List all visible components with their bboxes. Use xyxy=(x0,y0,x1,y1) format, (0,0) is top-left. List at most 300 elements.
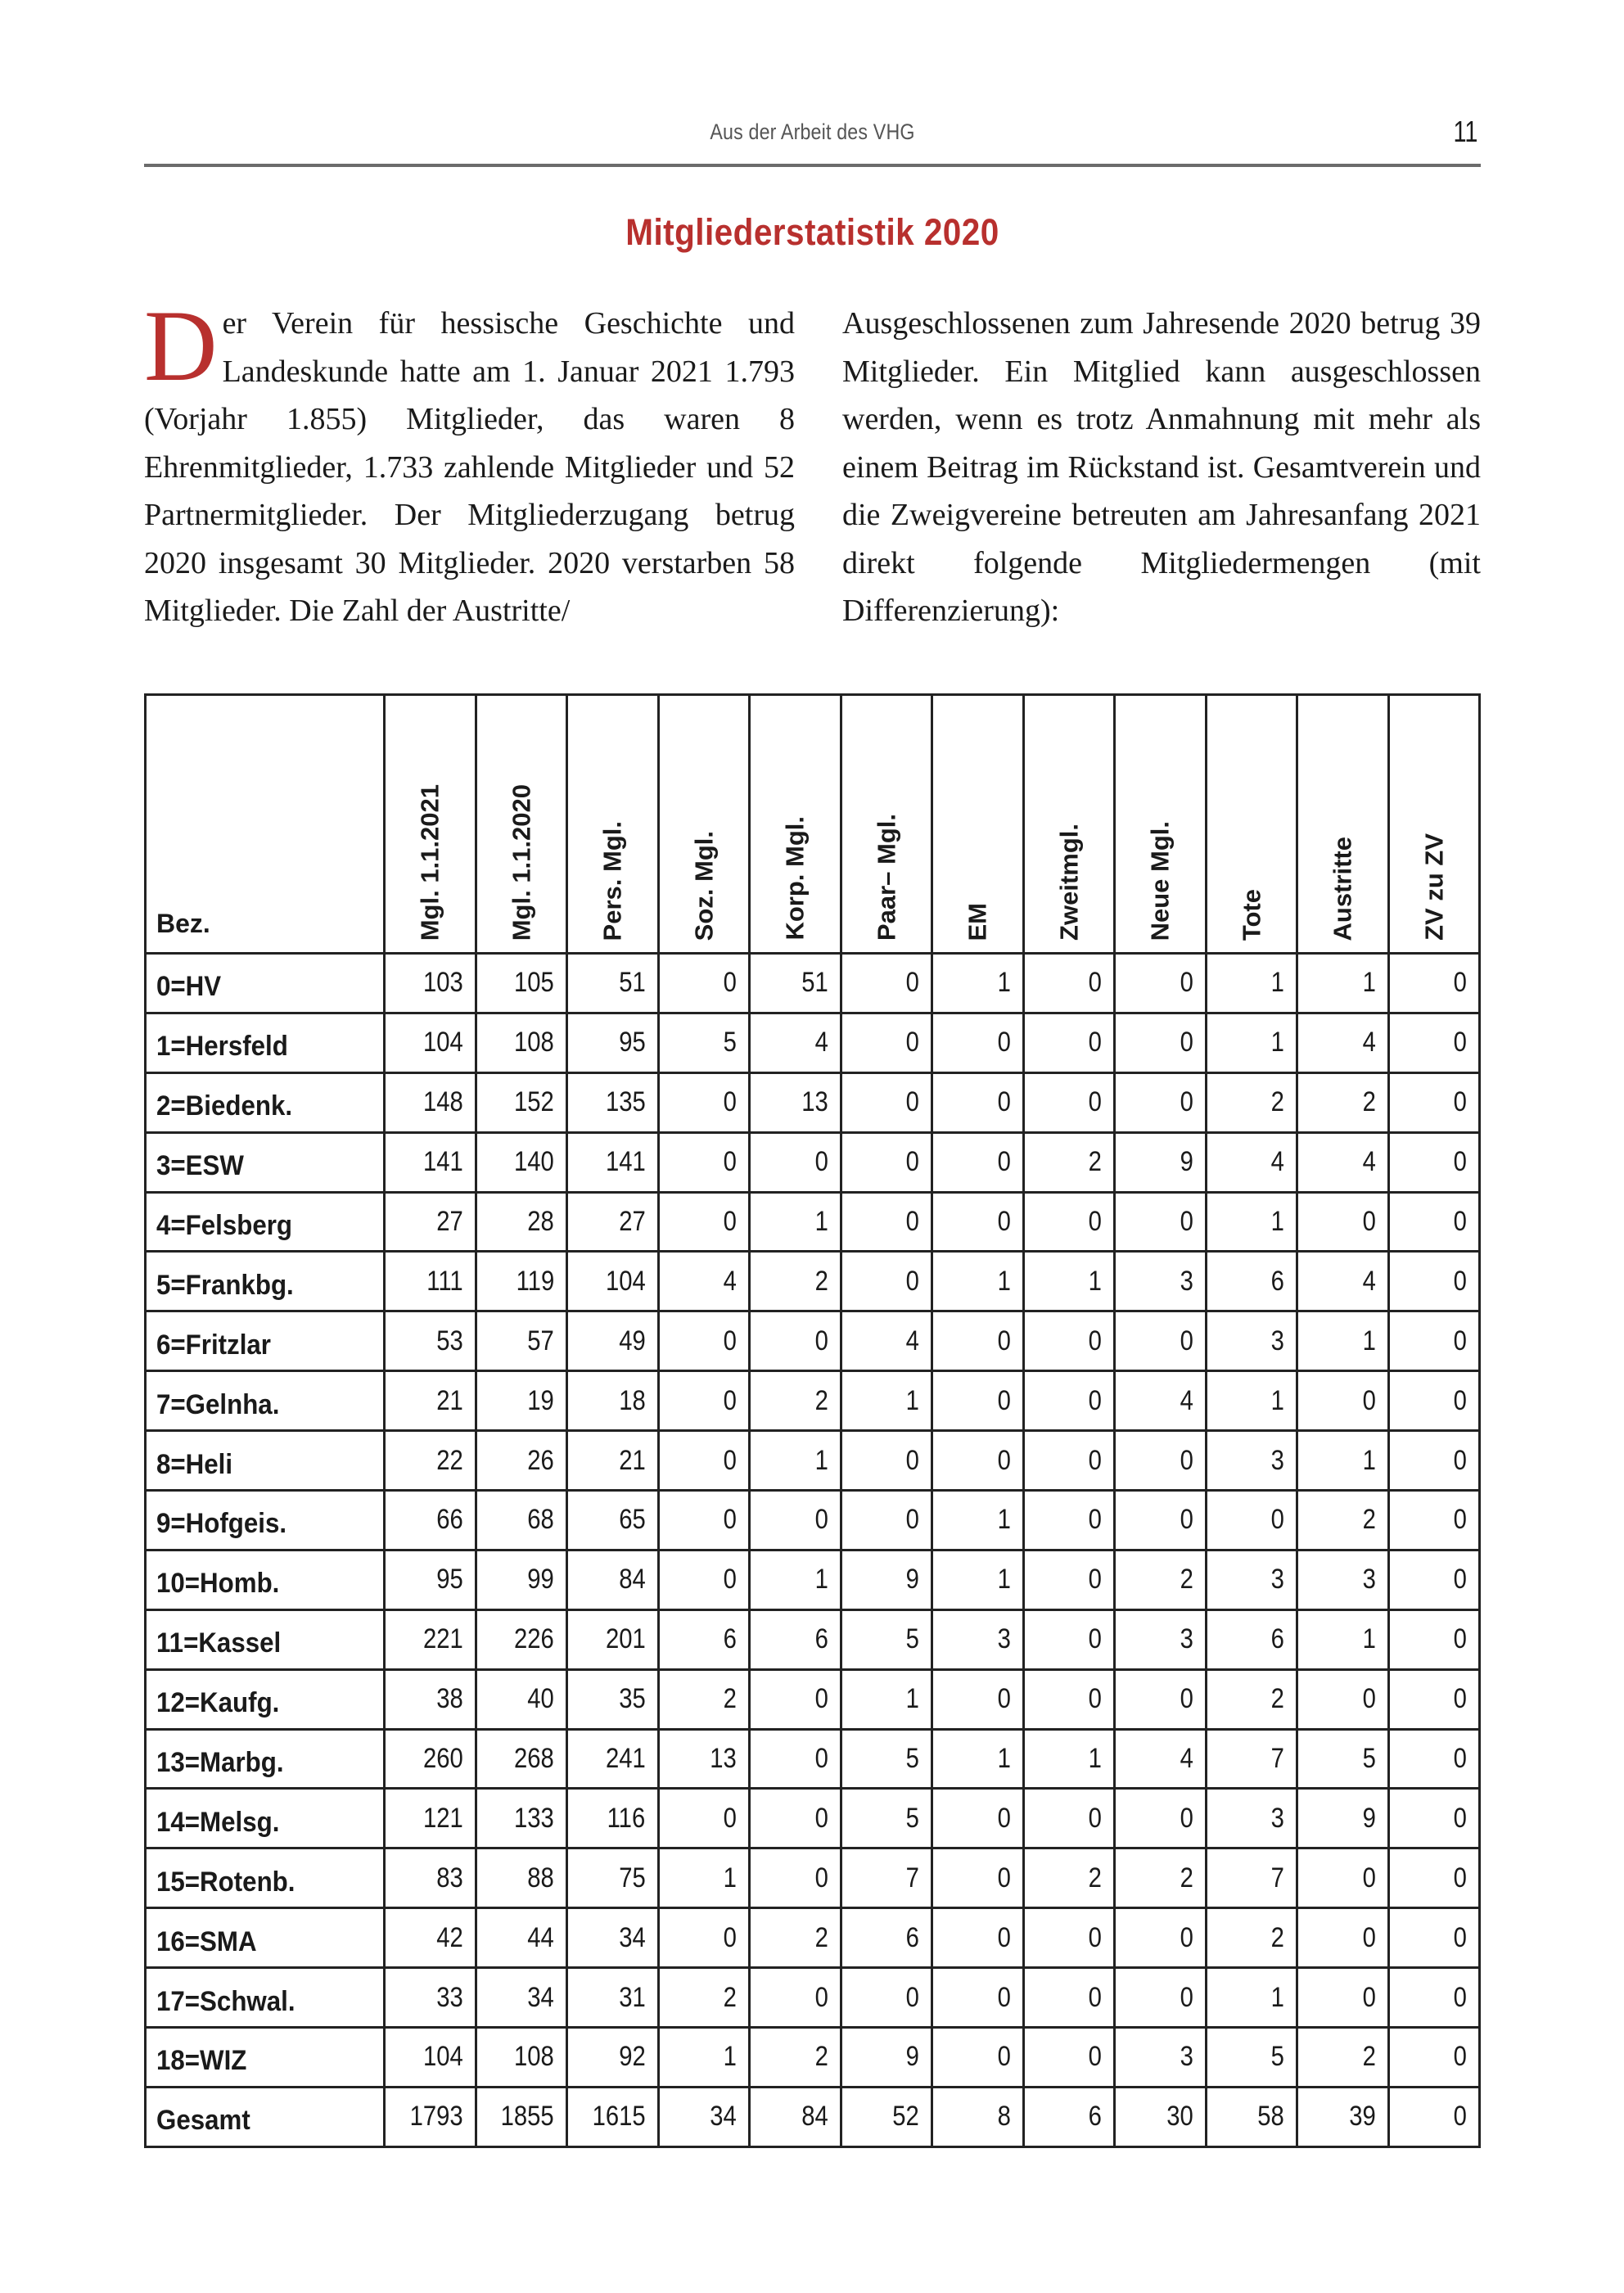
cell-value: 140 xyxy=(514,1146,554,1178)
cell-value: 5 xyxy=(1270,2041,1284,2073)
value-cell xyxy=(750,1669,841,1729)
value-cell xyxy=(567,1491,659,1550)
cell-value: 0 xyxy=(1088,1206,1102,1237)
value-cell xyxy=(1206,1491,1297,1550)
cell-value: 111 xyxy=(426,1265,463,1297)
cell-value: 3 xyxy=(1270,1802,1284,1834)
value-cell xyxy=(1297,1609,1389,1669)
value-cell xyxy=(476,954,567,1013)
value-cell xyxy=(841,1789,932,1848)
table-row xyxy=(146,1968,1480,2028)
district-name-cell xyxy=(146,1132,385,1192)
value-cell xyxy=(932,1132,1024,1192)
value-cell xyxy=(1023,1789,1115,1848)
cell-value: 0 xyxy=(1088,1802,1102,1834)
district-name-cell xyxy=(146,954,385,1013)
cell-value: 104 xyxy=(605,1265,646,1297)
value-cell xyxy=(567,1192,659,1252)
cell-value: 6 xyxy=(1270,1623,1284,1655)
cell-value: 226 xyxy=(514,1623,554,1655)
value-cell xyxy=(1206,1848,1297,1908)
cell-value: 2 xyxy=(1180,1862,1193,1894)
value-cell xyxy=(750,1072,841,1132)
cell-value: 0 xyxy=(1180,967,1193,999)
intro-left-column xyxy=(144,290,795,635)
cell-value: 0 xyxy=(1453,1564,1467,1596)
value-cell xyxy=(1023,1192,1115,1252)
value-cell xyxy=(1206,1072,1297,1132)
value-cell xyxy=(658,1848,750,1908)
value-cell xyxy=(385,1431,476,1491)
district-name-cell xyxy=(146,1252,385,1311)
value-cell xyxy=(1115,1609,1207,1669)
value-cell xyxy=(1388,1848,1480,1908)
value-cell xyxy=(1388,1192,1480,1252)
value-cell xyxy=(841,1192,932,1252)
value-cell xyxy=(750,1431,841,1491)
value-cell xyxy=(567,1132,659,1192)
value-cell xyxy=(750,1968,841,2028)
value-cell xyxy=(658,2087,750,2146)
value-cell xyxy=(567,1908,659,1968)
value-cell xyxy=(385,1013,476,1072)
cell-value: 27 xyxy=(618,1206,646,1237)
cell-value: 6 xyxy=(814,1623,828,1655)
cell-value: 39 xyxy=(1348,2101,1376,2133)
cell-value: 0 xyxy=(1088,1086,1102,1118)
table-header-row xyxy=(146,695,1480,954)
cell-value: 1 xyxy=(723,2041,737,2073)
value-cell xyxy=(658,954,750,1013)
district-name-cell xyxy=(146,1908,385,1968)
cell-value: 0 xyxy=(1088,2041,1102,2073)
value-cell xyxy=(385,1371,476,1431)
value-cell xyxy=(1206,1729,1297,1789)
district-name-cell xyxy=(146,1550,385,1609)
cell-value: 141 xyxy=(605,1146,646,1178)
cell-value: 0 xyxy=(1180,1921,1193,1953)
value-cell xyxy=(658,1609,750,1669)
value-cell xyxy=(1297,1252,1389,1311)
cell-value: 34 xyxy=(618,1921,646,1953)
value-cell xyxy=(1115,1908,1207,1968)
column-header-korp-mgl: Korp. Mgl. xyxy=(750,695,841,954)
cell-value: 1 xyxy=(997,1265,1011,1297)
district-name: 11=Kassel xyxy=(156,1627,282,1659)
value-cell xyxy=(1388,1252,1480,1311)
cell-value: 13 xyxy=(710,1743,737,1775)
value-cell xyxy=(1023,1669,1115,1729)
value-cell xyxy=(385,1848,476,1908)
value-cell xyxy=(385,1491,476,1550)
value-cell xyxy=(1297,1491,1389,1550)
value-cell xyxy=(841,1669,932,1729)
value-cell xyxy=(567,1431,659,1491)
cell-value: 0 xyxy=(1362,1981,1376,2013)
cell-value: 1 xyxy=(1088,1265,1102,1297)
cell-value: 1 xyxy=(997,1504,1011,1536)
value-cell xyxy=(567,1789,659,1848)
value-cell xyxy=(567,1371,659,1431)
cell-value: 2 xyxy=(723,1683,737,1715)
value-cell xyxy=(1115,2028,1207,2088)
cell-value: 4 xyxy=(1180,1743,1193,1775)
column-header-soz-mgl: Soz. Mgl. xyxy=(658,695,750,954)
cell-value: 0 xyxy=(1180,1683,1193,1715)
column-header-pers-mgl: Pers. Mgl. xyxy=(567,695,659,954)
cell-value: 108 xyxy=(514,1027,554,1058)
value-cell xyxy=(1023,2028,1115,2088)
value-cell xyxy=(1388,1908,1480,1968)
column-header-zweitmgl: Zweitmgl. xyxy=(1023,695,1115,954)
cell-value: 0 xyxy=(814,1981,828,2013)
cell-value: 0 xyxy=(905,1146,919,1178)
cell-value: 9 xyxy=(1180,1146,1193,1178)
intro-right-column xyxy=(842,300,1481,635)
district-name: 16=SMA xyxy=(156,1925,257,1957)
value-cell xyxy=(750,1491,841,1550)
cell-value: 105 xyxy=(514,967,554,999)
cell-value: 4 xyxy=(814,1027,828,1058)
district-name-cell xyxy=(146,1013,385,1072)
cell-value: 0 xyxy=(997,1444,1011,1476)
value-cell xyxy=(841,954,932,1013)
value-cell xyxy=(932,1729,1024,1789)
value-cell xyxy=(1023,1013,1115,1072)
cell-value: 0 xyxy=(997,1206,1011,1237)
value-cell xyxy=(1023,1252,1115,1311)
value-cell xyxy=(841,1908,932,1968)
cell-value: 4 xyxy=(1362,1265,1376,1297)
district-name-cell xyxy=(146,1848,385,1908)
cell-value: 0 xyxy=(1453,1444,1467,1476)
value-cell xyxy=(1023,2087,1115,2146)
value-cell xyxy=(385,1252,476,1311)
value-cell xyxy=(658,1550,750,1609)
cell-value: 1 xyxy=(723,1862,737,1894)
value-cell xyxy=(476,1192,567,1252)
cell-value: 3 xyxy=(1180,1623,1193,1655)
cell-value: 6 xyxy=(905,1921,919,1953)
cell-value: 0 xyxy=(1453,2041,1467,2073)
district-name: 3=ESW xyxy=(156,1150,244,1182)
value-cell xyxy=(476,1072,567,1132)
cell-value: 9 xyxy=(1362,1802,1376,1834)
cell-value: 9 xyxy=(905,1564,919,1596)
cell-value: 1855 xyxy=(500,2101,554,2133)
value-cell xyxy=(1206,1431,1297,1491)
cell-value: 75 xyxy=(618,1862,646,1894)
cell-value: 99 xyxy=(527,1564,554,1596)
value-cell xyxy=(1206,1908,1297,1968)
value-cell xyxy=(841,1431,932,1491)
table-row xyxy=(146,1252,1480,1311)
cell-value: 7 xyxy=(905,1862,919,1894)
value-cell xyxy=(1297,1848,1389,1908)
cell-value: 0 xyxy=(723,1802,737,1834)
cell-value: 0 xyxy=(814,1504,828,1536)
table-total-row xyxy=(146,2087,1480,2146)
cell-value: 66 xyxy=(435,1504,463,1536)
district-name: 12=Kaufg. xyxy=(156,1687,280,1719)
cell-value: 0 xyxy=(1453,1325,1467,1356)
value-cell xyxy=(476,1550,567,1609)
cell-value: 133 xyxy=(514,1802,554,1834)
value-cell xyxy=(932,2087,1024,2146)
value-cell xyxy=(385,1968,476,2028)
page-number: 11 xyxy=(1453,115,1477,148)
value-cell xyxy=(476,2087,567,2146)
value-cell xyxy=(932,954,1024,1013)
cell-value: 38 xyxy=(435,1683,463,1715)
cell-value: 0 xyxy=(814,1325,828,1356)
value-cell xyxy=(658,1132,750,1192)
cell-value: 1 xyxy=(905,1683,919,1715)
table-row xyxy=(146,2028,1480,2088)
cell-value: 2 xyxy=(1362,2041,1376,2073)
value-cell xyxy=(932,1431,1024,1491)
value-cell xyxy=(658,1072,750,1132)
value-cell xyxy=(1297,1669,1389,1729)
cell-value: 21 xyxy=(618,1444,646,1476)
cell-value: 3 xyxy=(1362,1564,1376,1596)
value-cell xyxy=(1297,1789,1389,1848)
value-cell xyxy=(385,954,476,1013)
cell-value: 0 xyxy=(723,1921,737,1953)
cell-value: 2 xyxy=(1362,1086,1376,1118)
cell-value: 0 xyxy=(905,1265,919,1297)
value-cell xyxy=(1388,1072,1480,1132)
table-row xyxy=(146,1311,1480,1371)
value-cell xyxy=(658,1669,750,1729)
value-cell xyxy=(841,1072,932,1132)
cell-value: 0 xyxy=(723,1086,737,1118)
cell-value: 0 xyxy=(1180,1027,1193,1058)
value-cell xyxy=(476,1371,567,1431)
table-row xyxy=(146,1491,1480,1550)
value-cell xyxy=(841,1491,932,1550)
value-cell xyxy=(1297,1550,1389,1609)
cell-value: 65 xyxy=(618,1504,646,1536)
cell-value: 51 xyxy=(618,967,646,999)
cell-value: 0 xyxy=(814,1802,828,1834)
value-cell xyxy=(1388,954,1480,1013)
value-cell xyxy=(567,1311,659,1371)
value-cell xyxy=(932,1072,1024,1132)
cell-value: 4 xyxy=(1362,1146,1376,1178)
cell-value: 5 xyxy=(905,1623,919,1655)
value-cell xyxy=(1115,1491,1207,1550)
value-cell xyxy=(932,1371,1024,1431)
cell-value: 0 xyxy=(997,1683,1011,1715)
value-cell xyxy=(567,1968,659,2028)
cell-value: 95 xyxy=(618,1027,646,1058)
district-name: 17=Schwal. xyxy=(156,1985,295,2017)
cell-value: 103 xyxy=(422,967,463,999)
header-rule xyxy=(144,164,1481,167)
value-cell xyxy=(750,2087,841,2146)
value-cell xyxy=(932,1908,1024,1968)
cell-value: 84 xyxy=(801,2101,828,2133)
cell-value: 0 xyxy=(1180,1086,1193,1118)
table-row xyxy=(146,1132,1480,1192)
cell-value: 0 xyxy=(1453,1027,1467,1058)
district-name-cell xyxy=(146,1729,385,1789)
cell-value: 0 xyxy=(1270,1504,1284,1536)
value-cell xyxy=(750,1311,841,1371)
cell-value: 1 xyxy=(1270,1206,1284,1237)
cell-value: 1 xyxy=(997,1564,1011,1596)
value-cell xyxy=(1297,2028,1389,2088)
cell-value: 0 xyxy=(723,1504,737,1536)
cell-value: 0 xyxy=(1453,1921,1467,1953)
value-cell xyxy=(567,1609,659,1669)
value-cell xyxy=(750,1013,841,1072)
value-cell xyxy=(1388,1491,1480,1550)
cell-value: 5 xyxy=(1362,1743,1376,1775)
cell-value: 1 xyxy=(1362,967,1376,999)
cell-value: 0 xyxy=(1088,967,1102,999)
cell-value: 0 xyxy=(1453,1862,1467,1894)
cell-value: 7 xyxy=(1270,1743,1284,1775)
cell-value: 0 xyxy=(1088,1027,1102,1058)
column-header-mgl-2020: Mgl. 1.1.2020 xyxy=(476,695,567,954)
value-cell xyxy=(658,1013,750,1072)
value-cell xyxy=(841,1252,932,1311)
district-name: 15=Rotenb. xyxy=(156,1866,295,1898)
cell-value: 0 xyxy=(1362,1206,1376,1237)
cell-value: 221 xyxy=(422,1623,463,1655)
cell-value: 116 xyxy=(607,1802,646,1834)
cell-value: 0 xyxy=(997,1862,1011,1894)
district-name: 9=Hofgeis. xyxy=(156,1508,287,1540)
cell-value: 0 xyxy=(997,1146,1011,1178)
value-cell xyxy=(750,1192,841,1252)
value-cell xyxy=(476,1491,567,1550)
value-cell xyxy=(1023,1729,1115,1789)
value-cell xyxy=(567,1013,659,1072)
value-cell xyxy=(1388,1371,1480,1431)
cell-value: 0 xyxy=(1453,1265,1467,1297)
cell-value: 152 xyxy=(514,1086,554,1118)
value-cell xyxy=(476,1132,567,1192)
value-cell xyxy=(1115,1252,1207,1311)
value-cell xyxy=(1023,1848,1115,1908)
cell-value: 0 xyxy=(1453,1802,1467,1834)
table-row xyxy=(146,1550,1480,1609)
membership-statistics-table xyxy=(144,693,1481,2148)
value-cell xyxy=(932,1609,1024,1669)
cell-value: 0 xyxy=(1453,1743,1467,1775)
district-name: 18=WIZ xyxy=(156,2045,247,2077)
cell-value: 7 xyxy=(1270,1862,1284,1894)
cell-value: 1 xyxy=(1362,1444,1376,1476)
value-cell xyxy=(932,2028,1024,2088)
cell-value: 2 xyxy=(1270,1086,1284,1118)
value-cell xyxy=(476,1789,567,1848)
cell-value: 241 xyxy=(605,1743,646,1775)
cell-value: 0 xyxy=(997,1086,1011,1118)
value-cell xyxy=(750,1729,841,1789)
cell-value: 33 xyxy=(435,1981,463,2013)
cell-value: 30 xyxy=(1166,2101,1193,2133)
value-cell xyxy=(1023,1371,1115,1431)
value-cell xyxy=(476,1252,567,1311)
value-cell xyxy=(841,1371,932,1431)
district-name-cell xyxy=(146,1669,385,1729)
cell-value: 141 xyxy=(422,1146,463,1178)
cell-value: 2 xyxy=(814,2041,828,2073)
value-cell xyxy=(1115,1729,1207,1789)
value-cell xyxy=(841,1132,932,1192)
cell-value: 104 xyxy=(422,1027,463,1058)
cell-value: 0 xyxy=(723,1444,737,1476)
cell-value: 21 xyxy=(435,1384,463,1416)
cell-value: 2 xyxy=(814,1265,828,1297)
value-cell xyxy=(658,1789,750,1848)
cell-value: 0 xyxy=(997,1921,1011,1953)
value-cell xyxy=(1023,954,1115,1013)
value-cell xyxy=(567,1252,659,1311)
value-cell xyxy=(932,1013,1024,1072)
district-name-cell xyxy=(146,1491,385,1550)
value-cell xyxy=(385,1550,476,1609)
value-cell xyxy=(1206,1371,1297,1431)
cell-value: 1 xyxy=(814,1206,828,1237)
cell-value: 0 xyxy=(1453,1504,1467,1536)
value-cell xyxy=(1388,1789,1480,1848)
cell-value: 95 xyxy=(435,1564,463,1596)
value-cell xyxy=(1115,1550,1207,1609)
cell-value: 4 xyxy=(1362,1027,1376,1058)
table-row xyxy=(146,1013,1480,1072)
cell-value: 84 xyxy=(618,1564,646,1596)
value-cell xyxy=(1297,1431,1389,1491)
cell-value: 268 xyxy=(514,1743,554,1775)
value-cell xyxy=(932,1550,1024,1609)
cell-value: 4 xyxy=(1180,1384,1193,1416)
cell-value: 0 xyxy=(997,1981,1011,2013)
value-cell xyxy=(1297,1371,1389,1431)
value-cell xyxy=(1297,1729,1389,1789)
value-cell xyxy=(1115,1072,1207,1132)
value-cell xyxy=(841,2028,932,2088)
cell-value: 92 xyxy=(618,2041,646,2073)
value-cell xyxy=(1206,1132,1297,1192)
value-cell xyxy=(476,1431,567,1491)
value-cell xyxy=(932,1252,1024,1311)
value-cell xyxy=(658,1371,750,1431)
cell-value: 0 xyxy=(1453,1623,1467,1655)
cell-value: 2 xyxy=(814,1921,828,1953)
value-cell xyxy=(1388,2028,1480,2088)
value-cell xyxy=(1115,1013,1207,1072)
district-name: 14=Melsg. xyxy=(156,1806,280,1838)
cell-value: 0 xyxy=(1453,967,1467,999)
cell-value: 1 xyxy=(814,1444,828,1476)
value-cell xyxy=(385,2087,476,2146)
cell-value: 5 xyxy=(905,1802,919,1834)
cell-value: 0 xyxy=(723,1564,737,1596)
table-row xyxy=(146,1072,1480,1132)
cell-value: 3 xyxy=(1270,1444,1284,1476)
district-name: 2=Biedenk. xyxy=(156,1090,293,1122)
value-cell xyxy=(750,1252,841,1311)
value-cell xyxy=(658,2028,750,2088)
value-cell xyxy=(385,2028,476,2088)
value-cell xyxy=(932,1789,1024,1848)
value-cell xyxy=(1206,1013,1297,1072)
